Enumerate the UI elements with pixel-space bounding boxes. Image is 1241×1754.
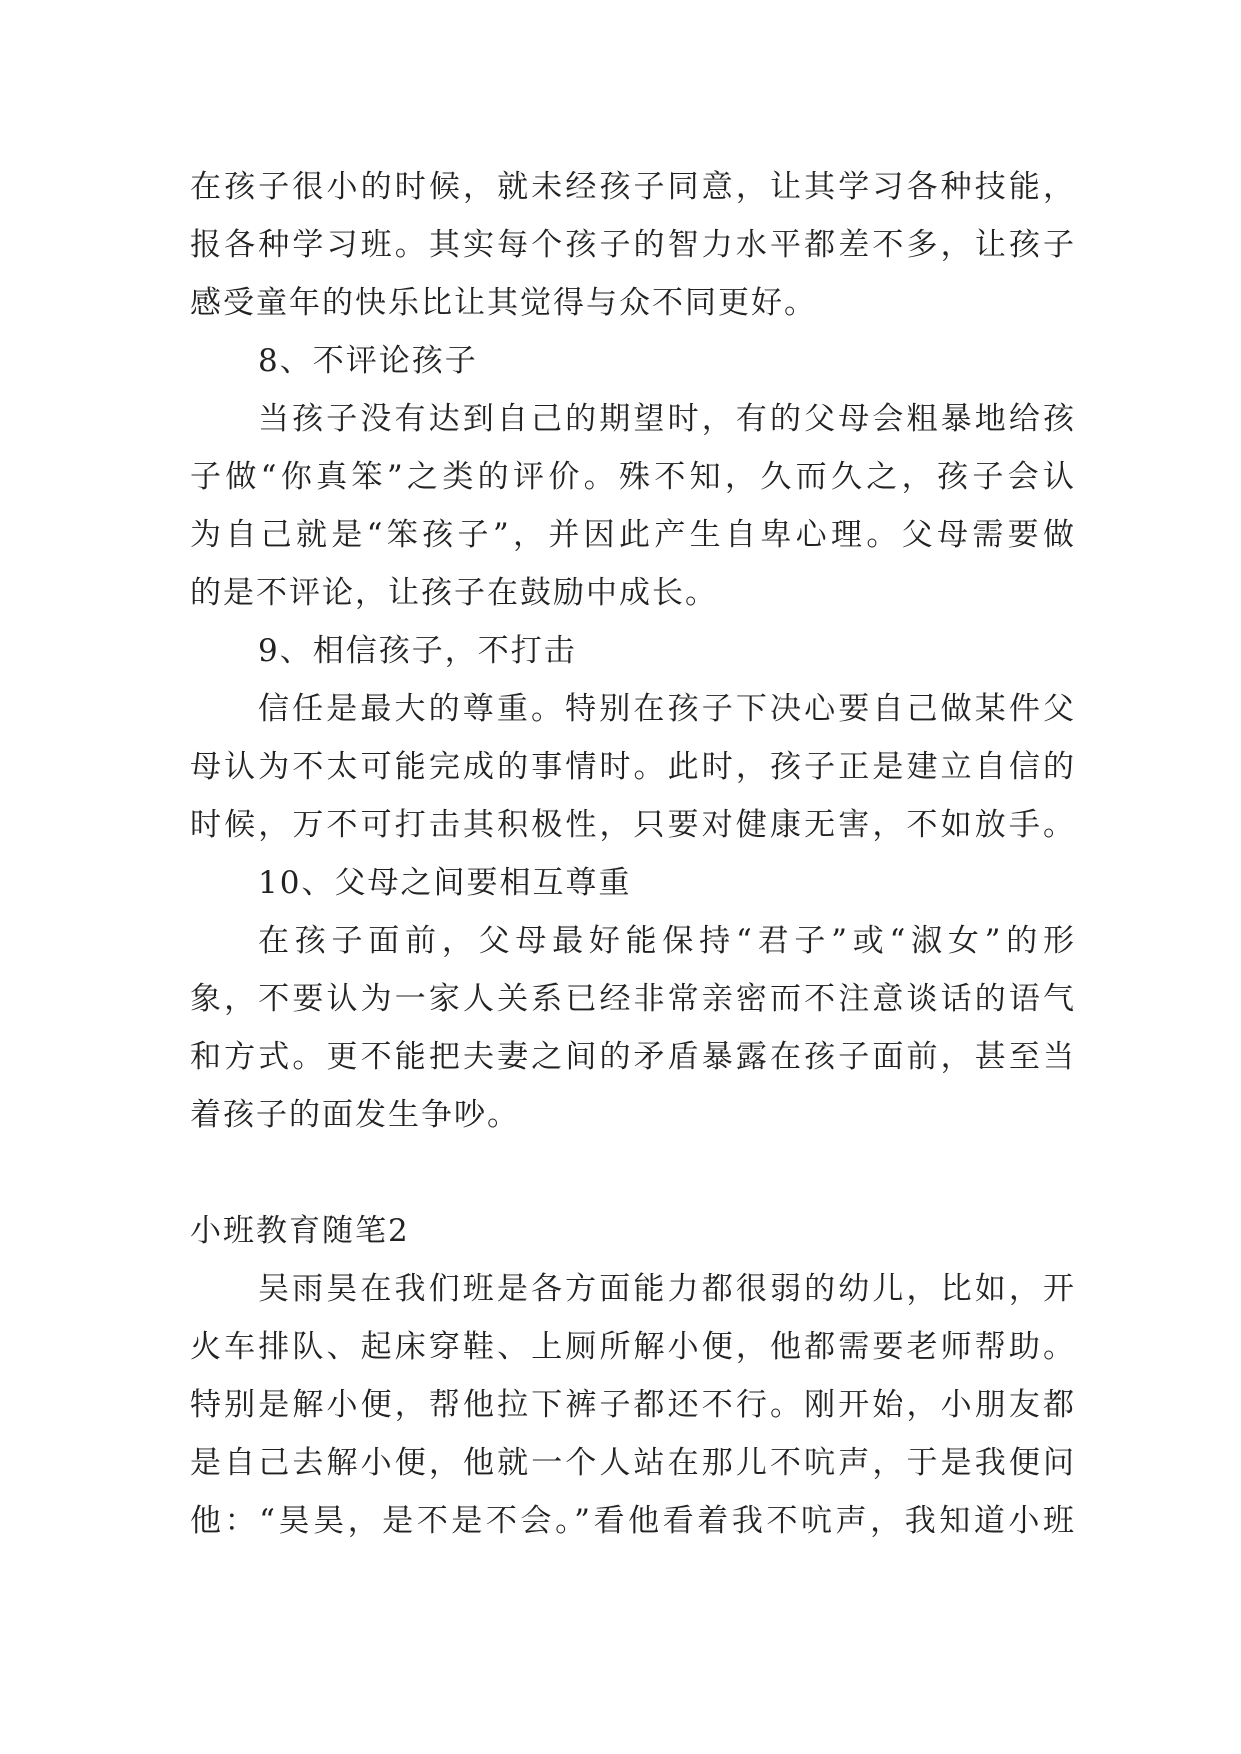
paragraph-line: 吴雨昊在我们班是各方面能力都很弱的幼儿，比如，开 — [258, 1271, 1076, 1307]
paragraph-line: 报各种学习班。其实每个孩子的智力水平都差不多，让孩子 — [190, 227, 1076, 263]
item-heading: 10、父母之间要相互尊重 — [258, 865, 632, 901]
paragraph-line: 在孩子面前，父母最好能保持“君子”或“淑女”的形 — [258, 923, 1076, 959]
paragraph-line: 在孩子很小的时候，就未经孩子同意，让其学习各种技能， — [190, 169, 1076, 205]
blank-line — [190, 1144, 1076, 1202]
item-heading: 9、相信孩子，不打击 — [258, 633, 577, 669]
document-body — [190, 158, 1076, 1550]
paragraph-line: 时候，万不可打击其积极性，只要对健康无害，不如放手。 — [190, 807, 1076, 843]
paragraph-line: 为自己就是“笨孩子”，并因此产生自卑心理。父母需要做 — [190, 517, 1076, 553]
essay-2-section — [190, 1202, 1076, 1550]
paragraph-line: 是自己去解小便，他就一个人站在那儿不吭声，于是我便问 — [190, 1445, 1076, 1481]
paragraph-line: 当孩子没有达到自己的期望时，有的父母会粗暴地给孩 — [258, 401, 1076, 437]
paragraph-line: 子做“你真笨”之类的评价。殊不知，久而久之，孩子会认 — [190, 459, 1076, 495]
paragraph-line: 信任是最大的尊重。特别在孩子下决心要自己做某件父 — [258, 691, 1076, 727]
item-9-section — [190, 622, 1076, 854]
paragraph-line: 感受童年的快乐比让其觉得与众不同更好。 — [190, 285, 817, 321]
item-heading: 8、不评论孩子 — [258, 343, 478, 379]
intro-paragraph — [190, 158, 1076, 332]
item-10-section — [190, 854, 1076, 1144]
paragraph-line: 火车排队、起床穿鞋、上厕所解小便，他都需要老师帮助。 — [190, 1329, 1076, 1365]
paragraph-line: 特别是解小便，帮他拉下裤子都还不行。刚开始，小朋友都 — [190, 1387, 1076, 1423]
paragraph-line: 象，不要认为一家人关系已经非常亲密而不注意谈话的语气 — [190, 981, 1076, 1017]
paragraph-line: 他：“昊昊，是不是不会。”看他看着我不吭声，我知道小班 — [190, 1503, 1076, 1539]
paragraph-line: 的是不评论，让孩子在鼓励中成长。 — [190, 575, 718, 611]
paragraph-line: 母认为不太可能完成的事情时。此时，孩子正是建立自信的 — [190, 749, 1076, 785]
section-heading: 小班教育随笔2 — [190, 1213, 410, 1249]
item-8-section — [190, 332, 1076, 622]
paragraph-line: 着孩子的面发生争吵。 — [190, 1097, 520, 1133]
paragraph-line: 和方式。更不能把夫妻之间的矛盾暴露在孩子面前，甚至当 — [190, 1039, 1076, 1075]
